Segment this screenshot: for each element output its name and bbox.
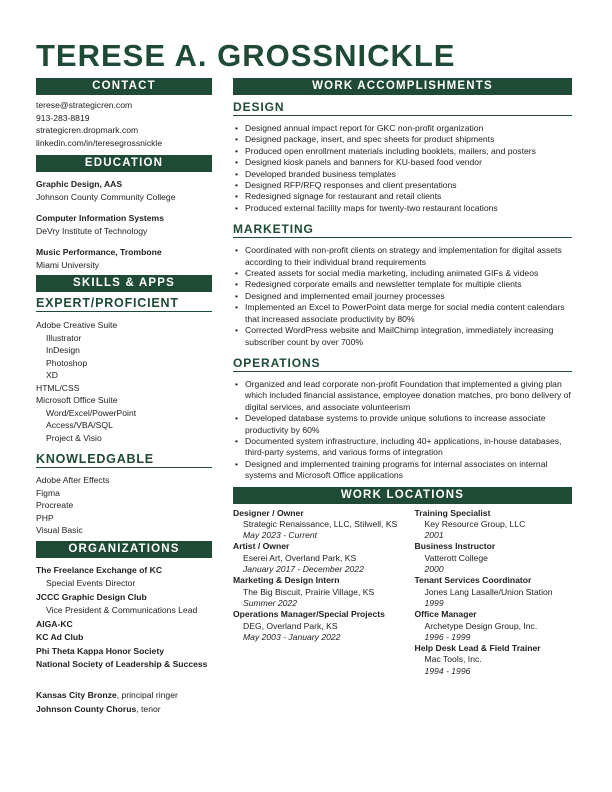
left-column: [36, 78, 212, 716]
education-entry: [36, 178, 212, 203]
education-degree: Graphic Design, AAS: [36, 179, 123, 189]
bullet-item: • Developed database systems to provide unique solutions to increase associate productivity by 60%: [233, 413, 572, 436]
section-title-operations: OPERATIONS: [233, 356, 572, 372]
job-dates: 1994 - 1996: [424, 665, 471, 676]
contact-portfolio[interactable]: strategicren.dropmark.com: [36, 125, 139, 135]
right-column: [233, 78, 572, 677]
job-title: Marketing & Design Intern: [233, 575, 340, 586]
job-title: Training Specialist: [414, 507, 491, 518]
skill-item: Visual Basic: [36, 525, 83, 535]
skill-item: Figma: [36, 487, 60, 498]
job-title: Office Manager: [414, 609, 477, 620]
job-title: Operations Manager/Special Projects: [233, 609, 385, 620]
bullet-item: • Designed annual impact report for GKC non-profit organization: [233, 123, 572, 134]
music-group: [36, 688, 212, 702]
skill-item: Adobe After Effects: [36, 475, 110, 485]
bullet-item: • Developed branded business templates: [233, 169, 572, 180]
education-school: DeVry Institute of Technology: [36, 225, 148, 236]
bullet-item: • Implemented an Excel to PowerPoint data merge for social media content calendars that increased associate productivity by 80%: [233, 302, 572, 325]
resume-name: TERESE A. GROSSNICKLE: [36, 38, 456, 73]
bullet-item: • Produced open enrollment materials including booklets, mailers, and posters: [233, 146, 572, 157]
organizations-list: [36, 564, 212, 672]
skill-item: Microsoft Office Suite: [36, 395, 118, 405]
job-dates: 2001: [424, 530, 444, 541]
skill-item: Adobe Creative Suite: [36, 320, 118, 330]
music-group: [36, 702, 212, 716]
contact-email[interactable]: terese@strategicren.com: [36, 100, 133, 110]
skills-heading: SKILLS & APPS: [36, 275, 212, 292]
skill-item: Illustrator: [46, 332, 82, 343]
expert-heading: EXPERT/PROFICIENT: [36, 296, 212, 312]
skill-item: InDesign: [46, 345, 80, 355]
org-name: AIGA-KC: [36, 618, 73, 629]
contact-heading: CONTACT: [36, 78, 212, 95]
locations-grid: [233, 508, 572, 677]
section-title-design: DESIGN: [233, 100, 572, 116]
job-place: Mac Tools, Inc.: [424, 654, 482, 665]
job-dates: May 2003 - January 2022: [243, 631, 341, 642]
bullet-item: • Redesigned corporate emails and newsletter template for multiple clients: [233, 279, 572, 290]
bullet-item: • Designed and implemented email journey processes: [233, 291, 572, 302]
contact-phone: 913-283-8819: [36, 112, 90, 123]
job-dates: 2000: [424, 564, 444, 575]
education-degree: Music Performance, Trombone: [36, 247, 162, 257]
work-heading: WORK ACCOMPLISHMENTS: [233, 78, 572, 95]
job-title: Artist / Owner: [233, 541, 290, 552]
design-bullets: [233, 123, 572, 214]
job-dates: January 2017 - December 2022: [243, 564, 364, 575]
job-place: DEG, Overland Park, KS: [243, 620, 338, 631]
job-place: Vatterott College: [424, 552, 488, 563]
job-dates: May 2023 - Current: [243, 530, 318, 541]
job-dates: Summer 2022: [243, 597, 297, 608]
job-place: Jones Lang Lasalle/Union Station: [424, 586, 553, 597]
knowledgeable-heading: KNOWLEDGABLE: [36, 452, 212, 468]
org-role: Special Events Director: [46, 578, 136, 588]
education-entry: [36, 246, 212, 271]
org-name: National Society of Leadership & Success: [36, 659, 208, 669]
skill-item: Photoshop: [46, 357, 88, 368]
org-name: KC Ad Club: [36, 632, 84, 642]
skill-item: Access/VBA/SQL: [46, 420, 113, 430]
org-name: Phi Theta Kappa Honor Society: [36, 645, 164, 656]
skill-item: XD: [46, 370, 58, 380]
music-groups: [36, 688, 212, 716]
bullet-item: • Organized and lead corporate non-profit Foundation that implemented a giving plan which included financial assistance, employee donation matches, pro bono delivery of digital services, and associate volunteerism: [233, 379, 572, 413]
skill-item: PHP: [36, 512, 54, 523]
job-place: The Big Biscuit, Prairie Village, KS: [243, 586, 375, 597]
education-degree: Computer Information Systems: [36, 213, 164, 223]
section-title-marketing: MARKETING: [233, 222, 572, 238]
job-dates: 1996 - 1999: [424, 631, 471, 642]
contact-linkedin[interactable]: linkedin.com/in/teresegrossnickle: [36, 137, 163, 148]
organizations-heading: ORGANIZATIONS: [36, 541, 212, 558]
locations-heading: WORK LOCATIONS: [233, 487, 572, 504]
locations-left: [233, 508, 403, 677]
music-group-role: , principal ringer: [116, 689, 178, 700]
bullet-item: • Designed package, insert, and spec sheets for product shipments: [233, 134, 572, 145]
bullet-item: • Redesigned signage for restaurant and retail clients: [233, 191, 572, 202]
bullet-item: • Created assets for social media marketing, including animated GIFs & videos: [233, 268, 572, 279]
expert-list: [36, 319, 212, 444]
job-title: Help Desk Lead & Field Trainer: [414, 643, 541, 654]
bullet-item: • Designed kiosk panels and banners for KU-based food vendor: [233, 157, 572, 168]
job-title: Business Instructor: [414, 541, 496, 552]
bullet-item: • Designed RFP/RFQ responses and client presentations: [233, 180, 572, 191]
knowledgeable-list: [36, 474, 212, 537]
job-place: Key Resource Group, LLC: [424, 518, 526, 529]
music-group-name: Kansas City Bronze: [36, 689, 117, 700]
operations-bullets: [233, 379, 572, 482]
skill-item: HTML/CSS: [36, 382, 80, 393]
org-role: Vice President & Communications Lead: [46, 605, 198, 615]
skill-item: Word/Excel/PowerPoint: [46, 407, 137, 418]
music-group-role: , tenor: [136, 703, 161, 714]
job-place: Eserei Art, Overland Park, KS: [243, 552, 357, 563]
education-heading: EDUCATION: [36, 155, 212, 172]
skill-item: Project & Visio: [46, 432, 102, 443]
marketing-bullets: [233, 245, 572, 348]
music-group-name: Johnson County Chorus: [36, 703, 137, 714]
job-title: Tenant Services Coordinator: [414, 575, 532, 586]
bullet-item: • Designed and implemented training programs for internal associates on internal systems and Microsoft Office applications: [233, 459, 572, 482]
education-school: Miami University: [36, 259, 100, 270]
job-place: Strategic Renaissance, LLC, Stilwell, KS: [243, 518, 398, 529]
education-school: Johnson County Community College: [36, 191, 176, 202]
bullet-item: • Documented system infrastructure, including 40+ applications, in-house databases, third-party systems, and various forms of integration: [233, 436, 572, 459]
education-entry: [36, 212, 212, 237]
bullet-item: • Corrected WordPress website and MailChimp integration, immediately increasing subscriber count by over 700%: [233, 325, 572, 348]
org-name: The Freelance Exchange of KC: [36, 564, 163, 575]
org-name: JCCC Graphic Design Club: [36, 591, 147, 602]
bullet-item: • Coordinated with non-profit clients on strategy and implementation for digital assets according to their individual brand requirements: [233, 245, 572, 268]
locations-right: [403, 508, 573, 677]
skill-item: Procreate: [36, 500, 74, 510]
bullet-item: • Produced external facility maps for twenty-two restaurant locations: [233, 203, 572, 214]
job-dates: 1999: [424, 597, 444, 608]
job-title: Designer / Owner: [233, 507, 304, 518]
contact-block: [36, 99, 212, 149]
job-place: Archetype Design Group, Inc.: [424, 620, 538, 631]
